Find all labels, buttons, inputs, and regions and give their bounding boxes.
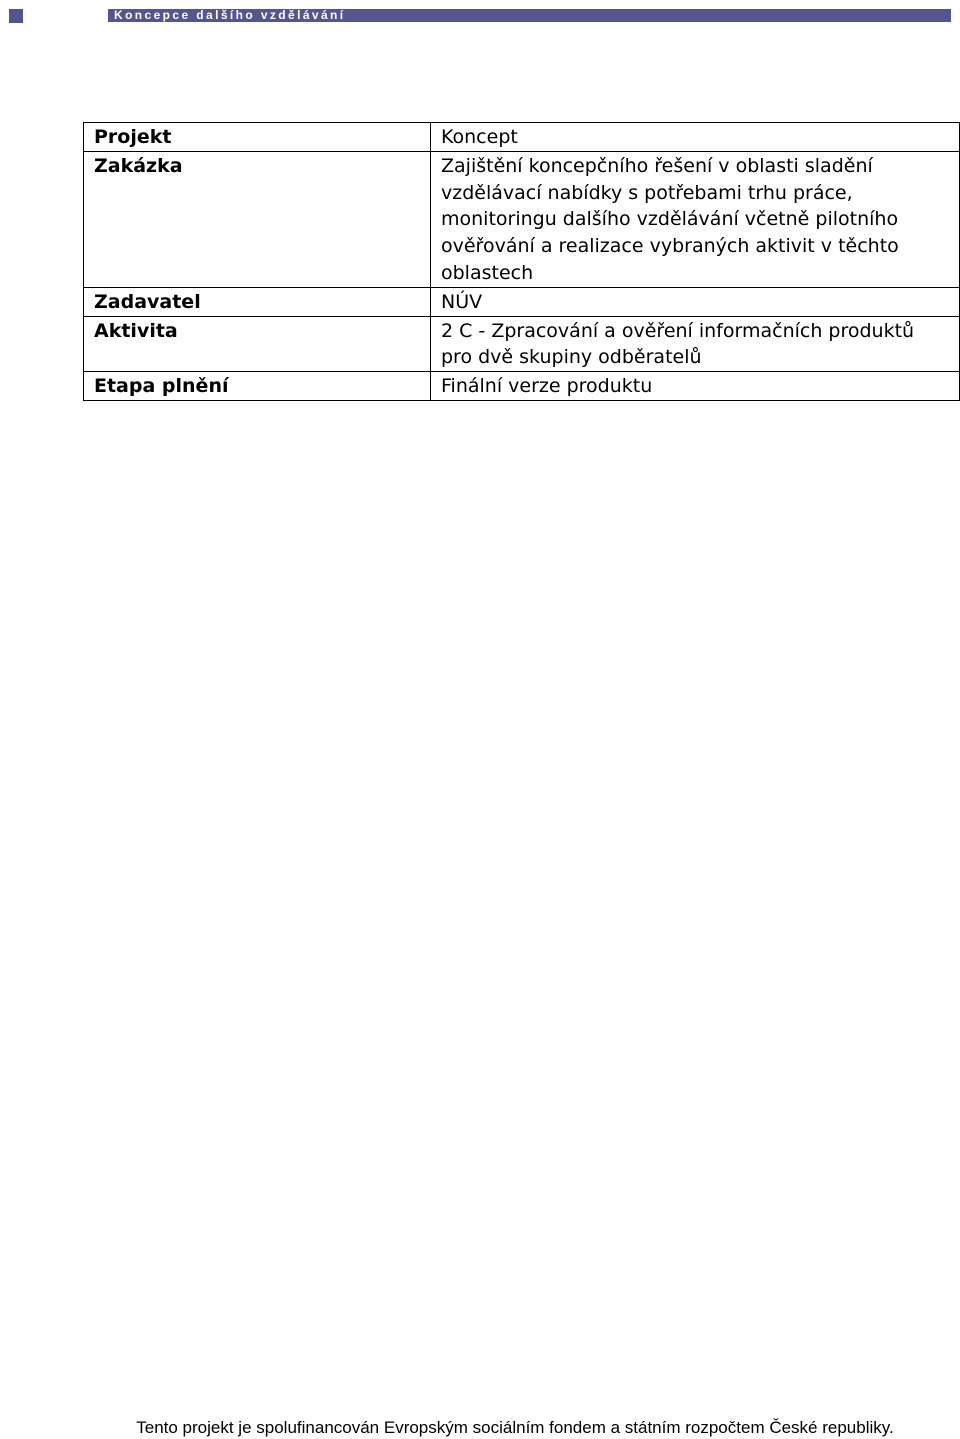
header-square-icon	[9, 9, 23, 23]
row-label: Zakázka	[84, 151, 431, 287]
row-label: Etapa plnění	[84, 372, 431, 401]
table-row-etapa	[84, 372, 960, 401]
row-label: Aktivita	[84, 316, 431, 372]
row-value: Finální verze produktu	[431, 372, 960, 401]
row-value: 2 C - Zpracování a ověření informačních produktů pro dvě skupiny odběratelů	[431, 316, 960, 372]
header-bar	[108, 9, 951, 22]
table-row-aktivita	[84, 316, 960, 372]
table-row-zadavatel	[84, 287, 960, 316]
project-info-table	[83, 122, 960, 401]
table-row-zakazka	[84, 151, 960, 287]
row-value: NÚV	[431, 287, 960, 316]
row-label: Zadavatel	[84, 287, 431, 316]
row-value: Zajištění koncepčního řešení v oblasti sladění vzdělávací nabídky s potřebami trhu práce, monitoringu dalšího vzdělávání včetně pilotního ověřování a realizace vybraných aktivit v těchto oblastech	[431, 151, 960, 287]
header-title: Koncepce dalšího vzdělávání	[114, 8, 346, 22]
footer-text: Tento projekt je spolufinancován Evropským sociálním fondem a státním rozpočtem České republiky.	[136, 1418, 894, 1437]
row-label: Projekt	[84, 123, 431, 152]
row-value: Koncept	[431, 123, 960, 152]
table-row-projekt	[84, 123, 960, 152]
